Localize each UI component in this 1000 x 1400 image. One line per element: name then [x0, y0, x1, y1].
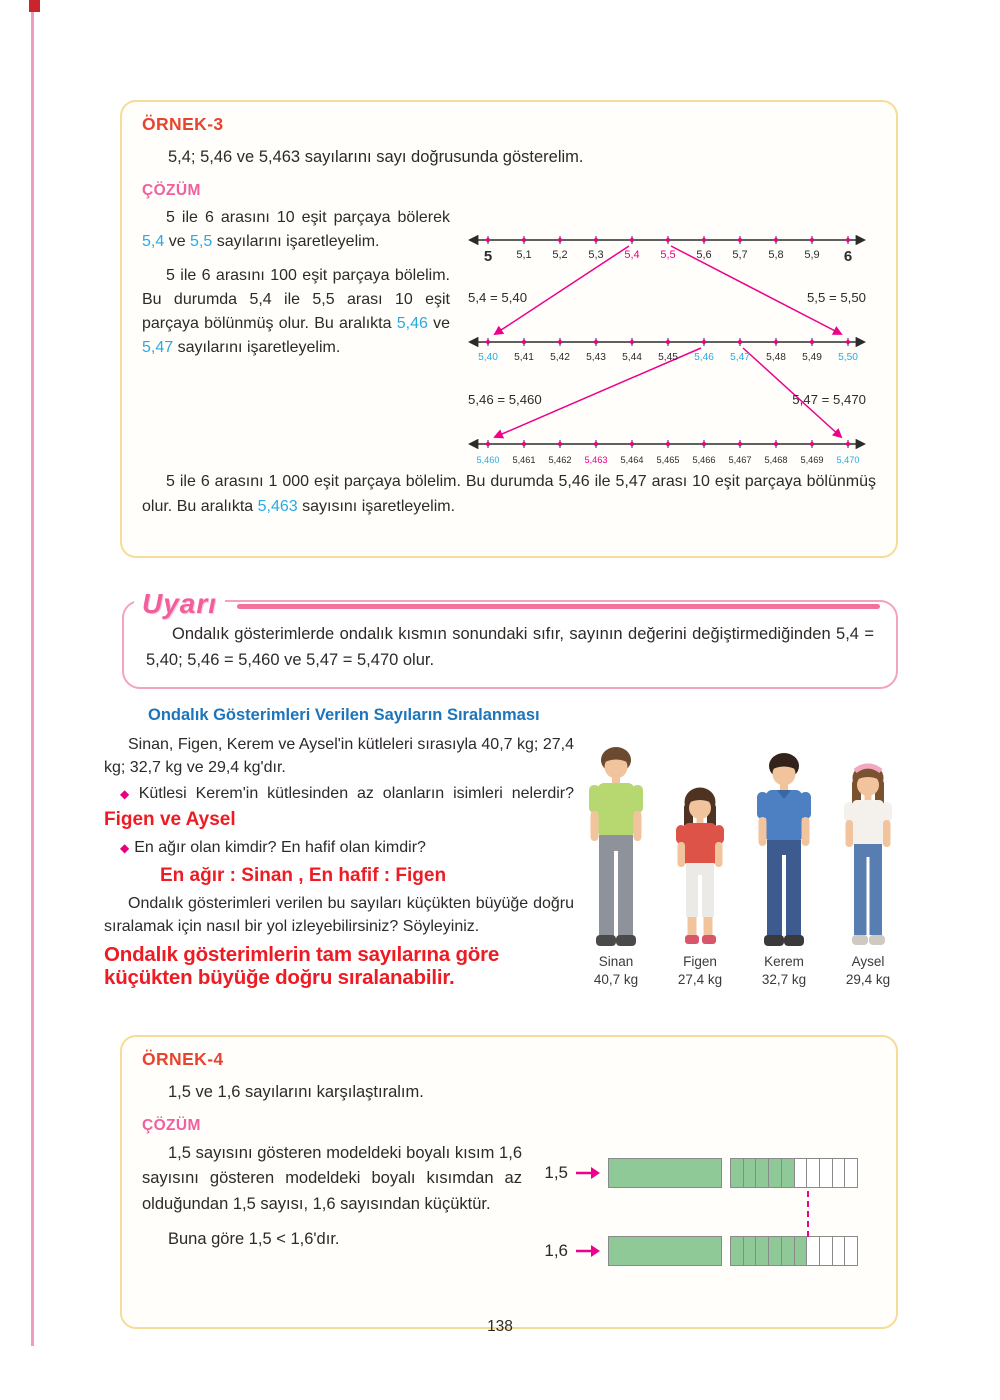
numline-label: 5,4 [624, 248, 640, 261]
example-3-text-column [142, 206, 450, 470]
highlight-number: 5,463 [257, 497, 298, 515]
text-run: ve [164, 232, 191, 250]
warning-header [134, 582, 880, 625]
example-3-box [120, 100, 898, 558]
ordering-text-column [104, 733, 574, 993]
equality-label: 5,4 = 5,40 [468, 289, 528, 305]
example-3-title: ÖRNEK-3 [142, 114, 224, 134]
fraction-models [538, 1141, 876, 1313]
child-kerem [745, 749, 823, 988]
numline-label: 5 [483, 247, 493, 265]
example-4-solution-label: ÇÖZÜM [142, 1116, 201, 1134]
numline-label: 5,7 [732, 248, 748, 261]
numline-label: 5,49 [802, 351, 822, 363]
numline-label: 5,467 [728, 454, 752, 465]
page-number: 138 [487, 1318, 513, 1335]
example-3-body [142, 206, 876, 470]
numline-label: 5,463 [584, 454, 608, 465]
model-label: 1,6 [544, 1240, 568, 1260]
example-3-para2 [142, 264, 450, 360]
text-run: ve [427, 314, 451, 332]
child-figure-kerem [745, 749, 823, 947]
numline-label: 5,9 [804, 248, 820, 261]
ordering-body [104, 733, 910, 993]
child-figure-figen [661, 781, 739, 947]
model-row-1_5 [538, 1157, 876, 1189]
child-weight: 29,4 kg [845, 971, 891, 987]
equality-label: 5,46 = 5,460 [468, 391, 542, 407]
example-3-solution-label: ÇÖZÜM [142, 181, 201, 199]
text-run: 5 ile 6 arasını 1 000 eşit parçaya bölelim. Bu durumda 5,46 ile 5,47 arası 10 eşit parçaya bölünmüş olur. Bu aralıkta [142, 472, 876, 515]
equality-label: 5,47 = 5,470 [792, 391, 866, 407]
example-4-box [120, 1035, 898, 1329]
number-line-diagram [458, 206, 876, 470]
highlight-number: 5,46 [396, 314, 428, 332]
number-line-1 [470, 236, 864, 265]
highlight-number: 5,47 [142, 338, 174, 356]
example-4-text-column [142, 1141, 522, 1313]
text-run: sayılarını işaretleyelim. [173, 338, 341, 356]
whole-unit-bar [608, 1158, 722, 1188]
child-name: Kerem [764, 954, 804, 969]
numline-label: 5,44 [622, 351, 642, 363]
comparison-dashed-line [807, 1191, 809, 1237]
page-edge-mark [29, 0, 40, 12]
example-4-title: ÖRNEK-4 [142, 1049, 224, 1069]
child-caption [678, 953, 722, 988]
child-sinan [577, 741, 655, 988]
whole-unit-bar [608, 1236, 722, 1266]
text-run: 5 ile 6 arasını 10 eşit parçaya bölerek [166, 208, 450, 226]
example-3-para1 [142, 206, 450, 254]
number-line-2 [470, 338, 864, 363]
numline-label: 5,46 [694, 351, 714, 363]
text-run: sayısını işaretleyelim. [297, 497, 456, 515]
page-edge-strip [31, 0, 34, 1346]
ordering-para1: Sinan, Figen, Kerem ve Aysel'in kütleleri sırasıyla 40,7 kg; 27,4 kg; 32,7 kg ve 29,4 kg'dır. [104, 736, 574, 777]
child-figure-sinan [577, 741, 655, 947]
equality-label: 5,5 = 5,50 [806, 289, 866, 305]
answer-1: Figen ve Aysel [104, 808, 236, 830]
child-weight: 40,7 kg [593, 971, 639, 987]
child-caption [846, 953, 890, 988]
example-3-para3 [142, 470, 876, 520]
numline-label: 5,1 [516, 248, 532, 261]
numline-label: 5,43 [586, 351, 606, 363]
numline-label: 6 [843, 247, 853, 265]
numline-label: 5,461 [512, 454, 536, 465]
warning-text: Ondalık gösterimlerde ondalık kısmın sonundaki sıfır, sayının değerini değiştirmediğinden 5,4 = 5,40; 5,46 = 5,460 ve 5,47 = 5,470 olur. [146, 625, 874, 669]
model-label: 1,5 [544, 1162, 568, 1182]
numline-label: 5,460 [476, 454, 500, 465]
example-3-problem: 5,4; 5,46 ve 5,463 sayılarını sayı doğrusunda gösterelim. [168, 148, 584, 166]
numline-label: 5,466 [692, 454, 716, 465]
example-4-conclusion: Buna göre 1,5 < 1,6'dır. [168, 1230, 340, 1249]
numline-label: 5,464 [620, 454, 644, 465]
numline-label: 5,42 [550, 351, 570, 363]
numline-label: 5,40 [478, 351, 498, 363]
numline-label: 5,465 [656, 454, 680, 465]
child-figure-aysel [829, 759, 907, 947]
child-name: Aysel [851, 954, 885, 969]
numline-label: 5,41 [514, 351, 534, 363]
ordering-conclusion: Ondalık gösterimlerin tam sayılarına göre küçükten büyüğe doğru sıralanabilir. [104, 943, 500, 990]
numline-label: 5,8 [768, 248, 784, 261]
warning-rule-line [237, 604, 880, 609]
numline-label: 5,45 [658, 351, 678, 363]
numline-label: 5,47 [730, 351, 750, 363]
numline-label: 5,468 [764, 454, 788, 465]
child-caption [594, 953, 638, 988]
ordering-section [104, 706, 910, 993]
diamond-bullet-icon: ◆ [120, 841, 130, 856]
numline-label: 5,48 [766, 351, 786, 363]
warning-section [122, 588, 898, 689]
numline-label: 5,2 [552, 248, 568, 261]
children-row [577, 741, 907, 988]
tenths-bar [730, 1158, 858, 1188]
numline-label: 5,3 [588, 248, 604, 261]
numline-label: 5,5 [660, 248, 676, 261]
numline-label: 5,6 [696, 248, 712, 261]
warning-box [122, 588, 898, 689]
numline-label: 5,462 [548, 454, 572, 465]
numline-label: 5,470 [836, 454, 860, 465]
child-aysel [829, 759, 907, 988]
example-4-body [142, 1141, 876, 1313]
model-row-1_6 [538, 1235, 876, 1267]
arrow-right-icon [576, 1166, 600, 1180]
highlight-number: 5,4 [142, 232, 165, 250]
child-figen [661, 781, 739, 988]
child-name: Figen [683, 954, 717, 969]
section-heading: Ondalık Gösterimleri Verilen Sayıların Sıralanması [148, 706, 540, 724]
child-weight: 32,7 kg [761, 971, 807, 987]
numline-label: 5,50 [838, 351, 858, 363]
diamond-bullet-icon: ◆ [120, 787, 134, 802]
text-run: 5 ile 6 arasını 100 eşit parçaya bölelim. Bu durumda 5,4 ile 5,5 arası 10 eşit parçaya bölünmüş olur. Bu aralıkta [142, 266, 450, 332]
child-name: Sinan [598, 954, 634, 969]
text-run: sayılarını işaretleyelim. [212, 232, 380, 250]
question-text: Kütlesi Kerem'in kütlesinden az olanların isimleri nelerdir? [138, 785, 574, 803]
children-illustration [574, 733, 910, 993]
child-weight: 27,4 kg [677, 971, 723, 987]
ordering-para2: Ondalık gösterimleri verilen bu sayıları küçükten büyüğe doğru sıralamak için nasıl bir yol izleyebilirsiniz? Söyleyiniz. [104, 894, 574, 936]
number-lines-svg [458, 218, 876, 470]
question-2 [104, 836, 574, 859]
child-caption [762, 953, 806, 988]
numline-label: 5,469 [800, 454, 824, 465]
question-1 [104, 782, 574, 833]
arrow-right-icon [576, 1244, 600, 1258]
example-4-problem: 1,5 ve 1,6 sayılarını karşılaştıralım. [168, 1083, 424, 1101]
example-4-para: 1,5 sayısını gösteren modeldeki boyalı kısım 1,6 sayısını gösteren modeldeki boyalı kısımdan az olduğundan 1,5 sayısı, 1,6 sayısından küçüktür. [142, 1143, 522, 1213]
tenths-bar [730, 1236, 858, 1266]
answer-2: En ağır : Sinan , En hafif : Figen [160, 865, 447, 887]
highlight-number: 5,5 [190, 232, 213, 250]
number-line-3 [470, 440, 864, 465]
warning-title: Uyarı [134, 582, 225, 625]
question-text: En ağır olan kimdir? En hafif olan kimdir? [134, 839, 426, 857]
